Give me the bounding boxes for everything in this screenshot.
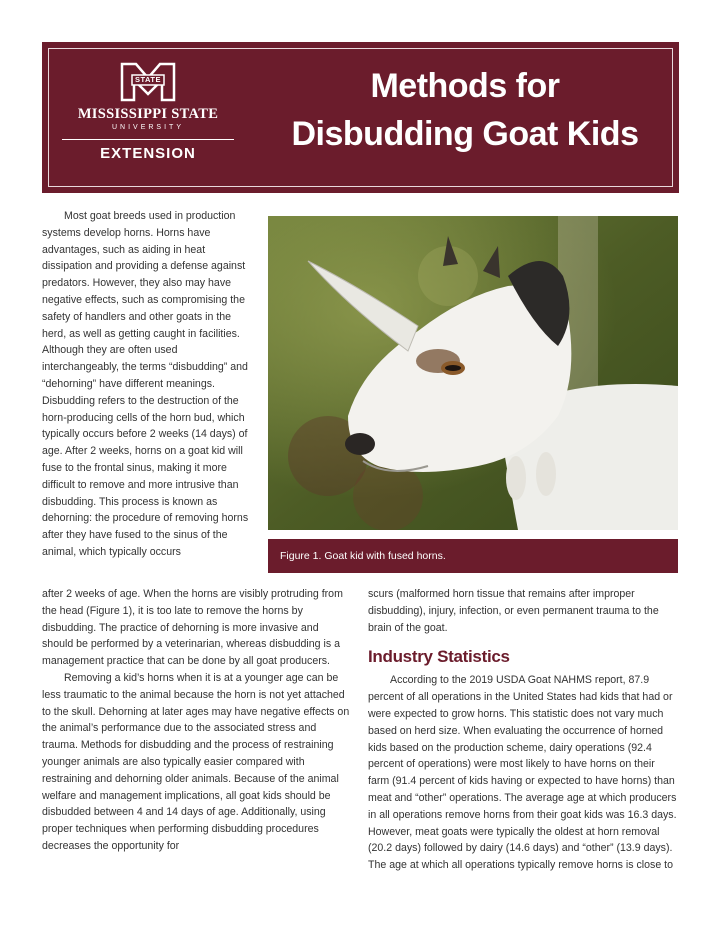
intro-narrow-column bbox=[42, 208, 256, 561]
msu-extension-logo bbox=[58, 62, 238, 162]
paragraph-2: Removing a kid’s horns when it is at a younger age can be less traumatic to the animal because the horn is not yet attached to the skull. Dehorning at later ages may have negative effects on the animal’s performance due to the associated stress and trauma. Methods for disbudding and the process of restraining younger animals are also typically easier compared with restraining and dehorning older animals. Because of the animal welfare and management implications, all goat kids should be disbudded between 4 and 14 days of age. Additionally, using proper techniques when performing disbudding procedures decreases the opportunity for bbox=[42, 671, 350, 852]
paragraph-industry-statistics: According to the 2019 USDA Goat NAHMS report, 87.9 percent of all operations in the United States had kids that had or were expected to grow horns. This statistic does not vary much based on herd size. When evaluating the occurrence of horned kids based on the production scheme, dairy operations (92.4 percent of operations) were most likely to have horns on their farm (91.4 percent of kids having or expected to have horns) than meat and “other” operations. The average age at which producers in all operations remove horns from their goat kids was 16.3 days. However, meat goats were typically the oldest at horn removal (20.2 days) followed by dairy (14.6 days) and “other” (13.9 days). The age at which all operations typically remove horns is close to bbox=[368, 674, 677, 872]
paragraph-1-continued: after 2 weeks of age. When the horns are visibly protruding from the head (Figure 1), it is too late to remove the horns by disbudding. The practice of dehorning is more invasive and should be performed by a veterinarian, whereas disbudding is a management practice that can be done by all goat producers. bbox=[42, 588, 343, 668]
logo-divider bbox=[62, 139, 234, 140]
goat-photo bbox=[268, 216, 678, 530]
title-line-2: Disbudding Goat Kids bbox=[291, 115, 639, 153]
paragraph-scurs: scurs (malformed horn tissue that remains after improper disbudding), injury, infection, or even permanent trauma to the brain of the goat. bbox=[368, 588, 659, 634]
logo-name: MISSISSIPPI STATE bbox=[77, 106, 219, 122]
logo-mark-text: STATE bbox=[135, 75, 161, 84]
section-heading-industry-statistics: Industry Statistics bbox=[368, 647, 510, 667]
title-line-1: Methods for bbox=[370, 67, 560, 105]
logo-extension: EXTENSION bbox=[100, 145, 196, 162]
right-column bbox=[368, 586, 678, 874]
page-title bbox=[262, 62, 668, 158]
header-banner bbox=[42, 42, 679, 193]
paragraph-1-narrow: Most goat breeds used in production systems develop horns. Horns have advantages, such as aiding in heat dissipation and providing a defense against predators. However, they also may have negative effects, such as compromising the safety of handlers and other goats in the herd, as well as getting caught in facilities. Although they are often used interchangeably, the terms “disbudding” and “dehorning” have different meanings. Disbudding refers to the destruction of the horn-producing cells of the horn bud, which typically occurs before 2 weeks (14 days) of age. After 2 weeks, horns on a goat kid will fuse to the frontal sinus, making it more difficult to remove and more intrusive than disbudding. This process is known as dehorning: the procedure of removing horns after they have fused to the sinus of the animal, which typically occurs bbox=[42, 210, 249, 558]
logo-university: UNIVERSITY bbox=[111, 124, 184, 131]
msu-m-icon bbox=[120, 62, 176, 102]
left-column bbox=[42, 586, 350, 855]
photo-caption: Figure 1. Goat kid with fused horns. bbox=[268, 539, 678, 573]
